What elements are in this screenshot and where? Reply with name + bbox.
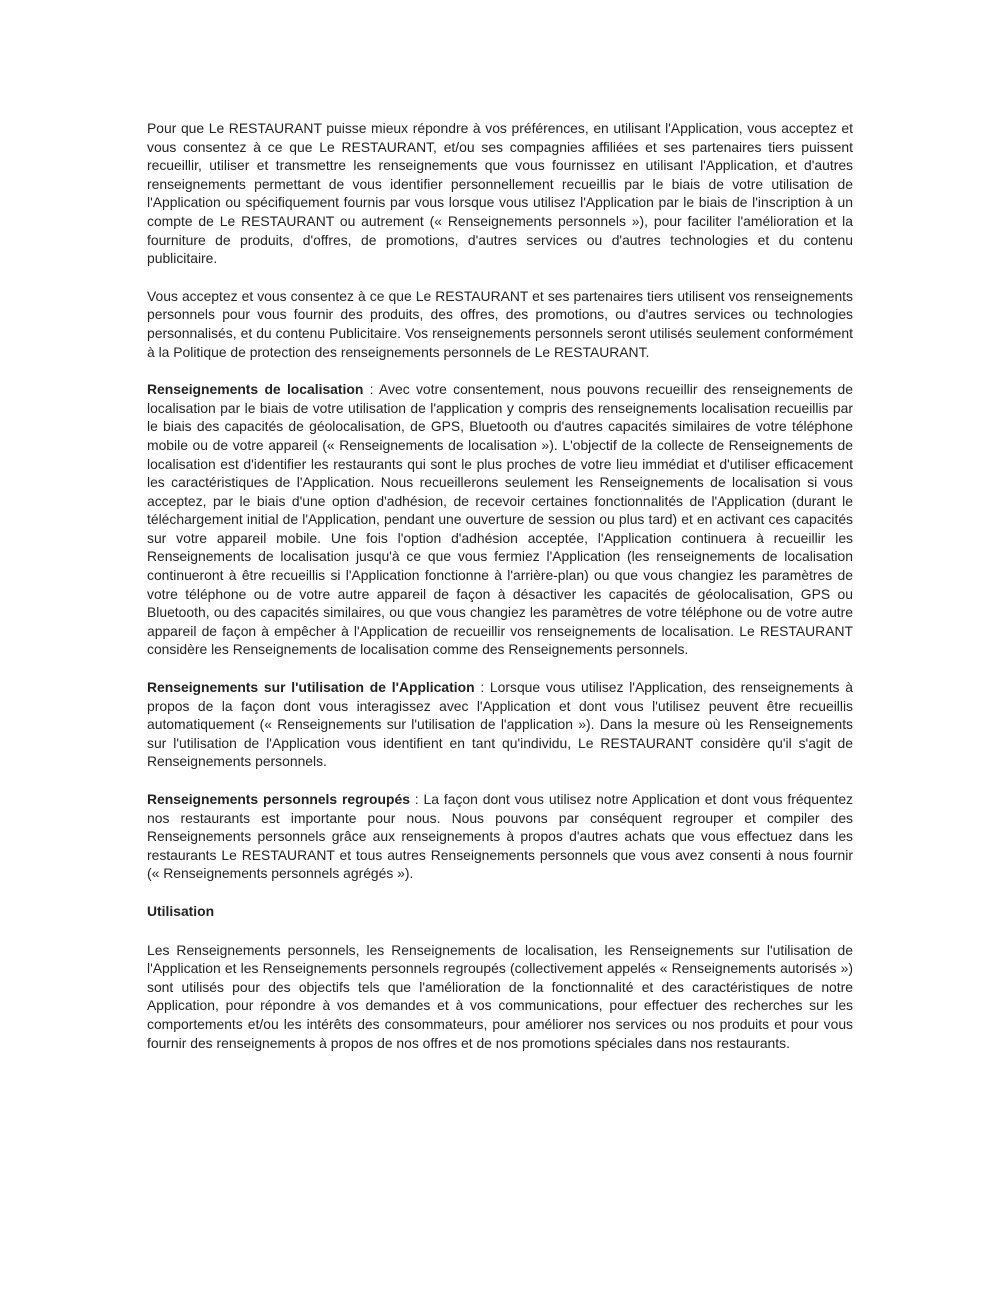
paragraph-text: Vous acceptez et vous consentez à ce que Le RESTAURANT et ses partenaires tiers utilisent vos renseignements personnels pour vous fournir des produits, des offres, des promotions, ou d'autres services ou technologies personnalisés, et du contenu Publicitaire. Vos renseignements personnels seront utilisés seulement conformément à la Politique de protection des renseignements personnels de Le RESTAURANT. bbox=[147, 287, 853, 360]
paragraph-lead: Renseignements personnels regroupés bbox=[147, 791, 410, 807]
paragraph-text: : La façon dont vous utilisez notre Application et dont vous fréquentez nos restaurants est importante pour nous. Nous pouvons par conséquent regrouper et compiler des Renseignements personnels grâce aux renseignements à propos d'autres achats que vous effectuez dans les restaurants Le RESTAURANT et tous autres Renseignements personnels que vous avez consenti à nous fournir (« Renseignements personnels agrégés »). bbox=[147, 791, 853, 882]
paragraph-app-usage-information bbox=[147, 678, 853, 771]
paragraph-location-information bbox=[147, 380, 853, 659]
section-heading-utilisation: Utilisation bbox=[147, 902, 215, 919]
paragraph-text: Pour que Le RESTAURANT puisse mieux répondre à vos préférences, en utilisant l'Application, vous acceptez et vous consentez à ce que Le RESTAURANT, et/ou ses compagnies affiliées et ses partenaires tiers puissent recueillir, utiliser et transmettre les renseignements que vous fournissez en utilisant l'Application, et d'autres renseignements permettant de vous identifier personnellement recueillis par le biais de votre utilisation de l'Application ou spécifiquement fournis par vous lorsque vous utilisez l'Application par le biais de l'inscription à un compte de Le RESTAURANT ou autrement (« Renseignements personnels »), pour faciliter l'amélioration et la fourniture de produits, d'offres, de promotions, d'autres services ou d'autres technologies et du contenu publicitaire. bbox=[147, 120, 853, 267]
paragraph-text: : Lorsque vous utilisez l'Application, des renseignements à propos de la façon dont vous interagissez avec l'Application et dont vous l'utilisez peuvent être recueillis automatiquement (« Renseignements sur l'utilisation de l'application »). Dans la mesure où les Renseignements sur l'utilisation de l'Application vous identifient en tant qu'individu, Le RESTAURANT considère qu'il s'agit de Renseignements personnels. bbox=[147, 679, 853, 770]
paragraph-intro-consent bbox=[147, 119, 853, 268]
paragraph-lead: Renseignements sur l'utilisation de l'Application bbox=[147, 679, 475, 696]
paragraph-usage-purposes bbox=[147, 941, 853, 1053]
paragraph-lead: Renseignements de localisation bbox=[147, 381, 364, 398]
paragraph-aggregated-information bbox=[147, 790, 853, 883]
paragraph-text: Les Renseignements personnels, les Renseignements de localisation, les Renseignements sur l'utilisation de l'Application et les Renseignements personnels regroupés (collectivement appelés « Renseignements autorisés ») sont utilisés pour des objectifs tels que l'amélioration de la fonctionnalité et des caractéristiques de notre Application, pour répondre à vos demandes et à vos communications, pour effectuer des recherches sur les comportements et/ou les intérêts des consommateurs, pour améliorer nos services ou nos produits et pour vous fournir des renseignements à propos de nos offres et de nos promotions spéciales dans nos restaurants. bbox=[147, 941, 853, 1051]
paragraph-partners-use bbox=[147, 287, 853, 361]
paragraph-text: : Avec votre consentement, nous pouvons recueillir des renseignements de localisation par le biais de votre utilisation de l'application y compris des renseignements localisation recueillis par le biais des capacités de géolocalisation, de GPS, Bluetooth ou d'autres capacités similaires de votre téléphone mobile ou de votre appareil (« Renseignements de localisation »). L'objectif de la collecte de Renseignements de localisation est d'identifier les restaurants qui sont le plus proches de votre lieu immédiat et d'utiliser efficacement les caractéristiques de l'Application. Nous recueillerons seulement les Renseignements de localisation si vous acceptez, par le biais d'une option d'adhésion, de recevoir certaines fonctionnalités de l'Application (durant le téléchargement initial de l'Application, pendant une ouverture de session ou plus tard) et en activant ces capacités sur votre appareil mobile. Une fois l'option d'adhésion acceptée, l'Application continuera à recueillir les Renseignements de localisation jusqu'à ce que vous fermiez l'Application (les renseignements de localisation continueront à être recueillis si l'Application fonctionne à l'arrière-plan) ou que vous changiez les paramètres de votre téléphone ou de votre autre appareil de façon à désactiver les capacités de géolocalisation, GPS ou Bluetooth, ou des capacités similaires, ou que vous changiez les paramètres de votre téléphone ou de votre autre appareil de façon à empêcher à l'Application de recueillir vos renseignements de localisation. Le RESTAURANT considère les Renseignements de localisation comme des Renseignements personnels. bbox=[147, 381, 853, 658]
